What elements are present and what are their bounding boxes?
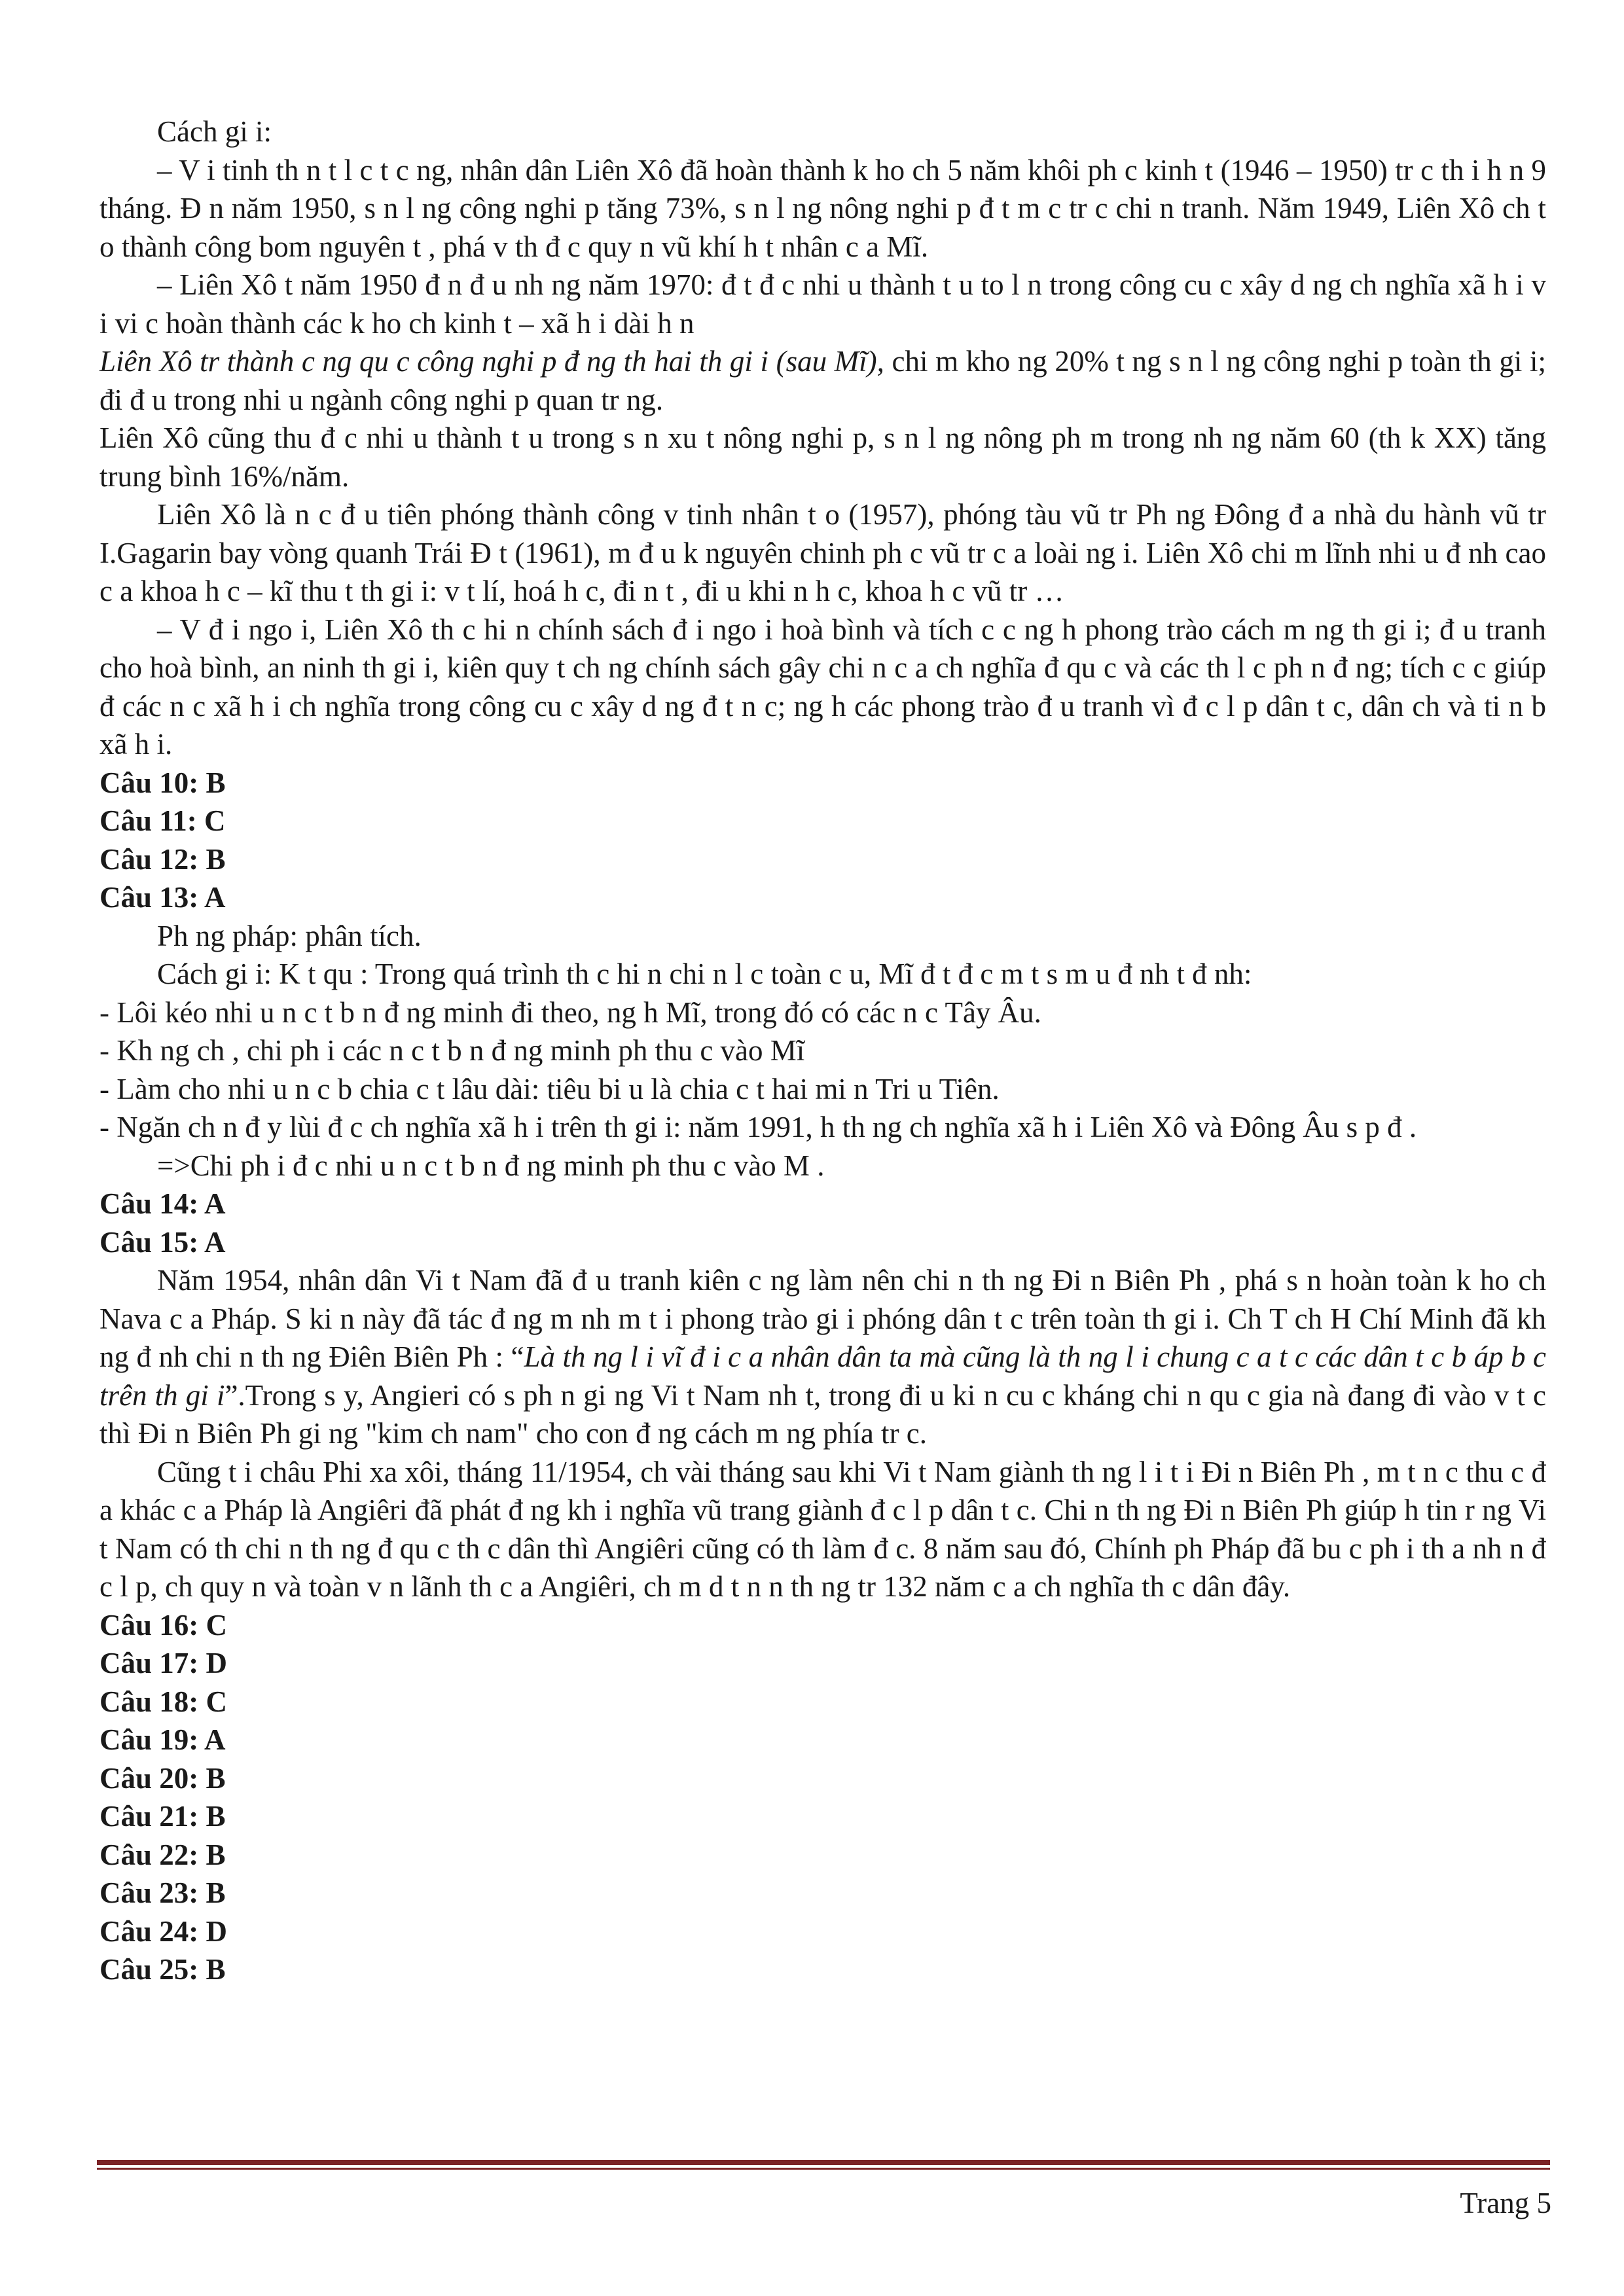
answer-line: Câu 23: B xyxy=(99,1876,226,1909)
answer-line: Câu 22: B xyxy=(99,1838,226,1871)
paragraph: – V i tinh th n t l c t c ng, nhân dân Liên Xô đã hoàn thành k ho ch 5 năm khôi ph c kinh t (1946 – 1950) tr c th i h n 9 tháng. Đ n năm 1950, s n l ng công nghi p tăng 73%, s n l ng nông nghi p đ t m c tr c chi n tranh. Năm 1949, Liên Xô ch t o thành công bom nguyên t , phá v th đ c quy n vũ khí h t nhân c a Mĩ. xyxy=(99,153,1546,263)
paragraph: - Lôi kéo nhi u n c t b n đ ng minh đi theo, ng h Mĩ, trong đó có các n c Tây Âu. xyxy=(99,996,1041,1029)
answer-line: Câu 25: B xyxy=(99,1953,226,1986)
paragraph: - Ngăn ch n đ y lùi đ c ch nghĩa xã h i trên th gi i: năm 1991, h th ng ch nghĩa xã h i Liên Xô và Đông Âu s p đ . xyxy=(99,1111,1417,1143)
paragraph: =>Chi ph i đ c nhi u n c t b n đ ng minh ph thu c vào M . xyxy=(157,1149,825,1182)
answer-line: Câu 11: C xyxy=(99,804,226,837)
answer-line: Câu 19: A xyxy=(99,1723,226,1756)
paragraph: Liên Xô cũng thu đ c nhi u thành t u trong s n xu t nông nghi p, s n l ng nông ph m trong nh ng năm 60 (th k XX) tăng trung bình 16%/năm. xyxy=(99,422,1546,493)
answer-line: Câu 20: B xyxy=(99,1761,226,1795)
paragraph: - Làm cho nhi u n c b chia c t lâu dài: tiêu bi u là chia c t hai mi n Tri u Tiên. xyxy=(99,1072,1000,1105)
footer-rule xyxy=(97,2160,1550,2165)
answer-line: Câu 24: D xyxy=(99,1914,228,1948)
answer-line: Câu 13: A xyxy=(99,881,226,914)
footer-rule-thin xyxy=(97,2168,1550,2170)
answer-line: Câu 15: A xyxy=(99,1225,226,1259)
paragraph: – Liên Xô t năm 1950 đ n đ u nh ng năm 1970: đ t đ c nhi u thành t u to l n trong công cu c xây d ng ch nghĩa xã h i v i vi c hoàn thành các k ho ch kinh t – xã h i dài h n xyxy=(99,268,1546,340)
italic-quote: Là th ng l i vĩ đ i c a nhân dân ta mà cũng là th ng l i chung c a t c các dân t c b áp b c trên th gi i xyxy=(99,1340,1546,1412)
answer-line: Câu 18: C xyxy=(99,1685,228,1718)
page-number: Trang 5 xyxy=(1460,2187,1551,2219)
paragraph: - Kh ng ch , chi ph i các n c t b n đ ng minh ph thu c vào Mĩ xyxy=(99,1034,805,1067)
italic-phrase: Liên Xô tr thành c ng qu c công nghi p đ ng th hai th gi i (sau Mĩ), xyxy=(99,345,884,378)
answer-line: Câu 10: B xyxy=(99,766,226,799)
answer-line: Câu 14: A xyxy=(99,1187,226,1220)
paragraph-text: ”.Trong s y, Angieri có s ph n gi ng Vi t Nam nh t, trong đi u ki n cu c kháng chi n qu c gia nà đang đi vào v t c thì Đi n Biên Ph gi ng "kim ch nam" cho con đ ng cách m ng phía tr c. xyxy=(99,1378,1546,1450)
answer-line: Câu 21: B xyxy=(99,1800,226,1833)
paragraph: Liên Xô là n c đ u tiên phóng thành công v tinh nhân t o (1957), phóng tàu vũ tr Ph ng Đông đ a nhà du hành vũ tr I.Gagarin bay vòng quanh Trái Đ t (1961), m đ u k nguyên chinh ph c vũ tr c a loài ng i. Liên Xô chi m lĩnh nhi u đ nh cao c a khoa h c – kĩ thu t th gi i: v t lí, hoá h c, đi n t , đi u khi n h c, khoa h c vũ tr … xyxy=(99,498,1546,607)
answer-line: Câu 16: C xyxy=(99,1608,228,1641)
document-body xyxy=(99,113,1546,1989)
paragraph xyxy=(99,1261,1546,1453)
paragraph: Ph ng pháp: phân tích. xyxy=(157,919,422,952)
paragraph-text: Năm 1954, nhân dân Vi t Nam đã đ u tranh kiên c ng làm nên chi n th ng Đi n Biên Ph , phá s n hoàn toàn k ho ch Nava c a Pháp. S ki n này đã tác đ ng m nh m t i phong trào gi i phóng dân t c trên toàn th gi i. Ch T ch H Chí Minh đã kh ng đ nh chi n th ng Điên Biên Ph : “ xyxy=(99,1264,1546,1373)
paragraph-text: chi m kho ng 20% t ng s n l ng công nghi p toàn th gi i; đi đ u trong nhi u ngành công nghi p quan tr ng. xyxy=(99,345,1546,416)
paragraph: Cách gi i: K t qu : Trong quá trình th c hi n chi n l c toàn c u, Mĩ đ t đ c m t s m u đ nh t đ nh: xyxy=(157,958,1252,990)
paragraph: – V đ i ngo i, Liên Xô th c hi n chính sách đ i ngo i hoà bình và tích c c ng h phong trào cách m ng th gi i; đ u tranh cho hoà bình, an ninh th gi i, kiên quy t ch ng chính sách gây chi n c a ch nghĩa đ qu c và các th l c ph n đ ng; tích c c giúp đ các n c xã h i ch nghĩa trong công cu c xây d ng đ t n c; ng h các phong trào đ u tranh vì đ c l p dân t c, dân ch và ti n b xã h i. xyxy=(99,613,1546,761)
paragraph xyxy=(99,342,1546,419)
paragraph: Cách gi i: xyxy=(157,115,272,148)
answer-line: Câu 17: D xyxy=(99,1647,228,1679)
answer-line: Câu 12: B xyxy=(99,842,226,876)
paragraph: Cũng t i châu Phi xa xôi, tháng 11/1954, ch vài tháng sau khi Vi t Nam giành th ng l i t i Đi n Biên Ph , m t n c thu c đ a khác c a Pháp là Angiêri đã phát đ ng kh i nghĩa vũ trang giành đ c l p dân t c. Chi n th ng Đi n Biên Ph giúp h tin r ng Vi t Nam có th chi n th ng đ qu c th c dân thì Angiêri cũng có th làm đ c. 8 năm sau đó, Chính ph Pháp đã bu c ph i th a nh n đ c l p, ch quy n và toàn v n lãnh th c a Angiêri, ch m d t n n th ng tr 132 năm c a ch nghĩa th c dân đây. xyxy=(99,1455,1546,1603)
